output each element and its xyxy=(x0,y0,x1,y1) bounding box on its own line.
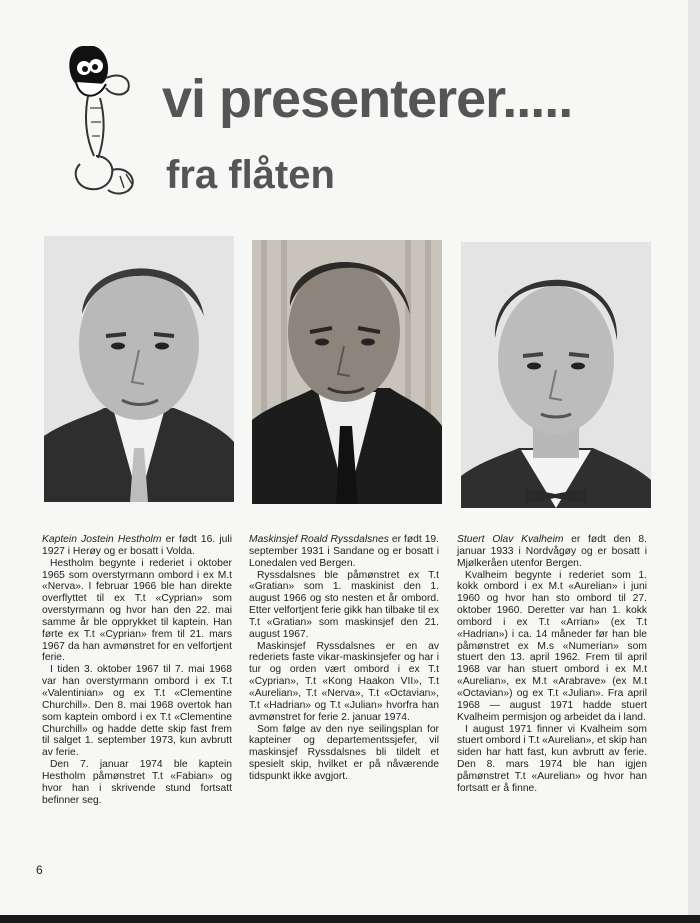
article-paragraph: Maskinsjef Ryssdalsnes er en av rederiets faste vikar-maskinsjefer og har i tur og orden vært ombord i ex T.t «Cyprian», T.t «Kong Haakon VII», T.t «Aurelian», T.t «Nerva», T.t «Octavian», T.t «Hadrian» og T.t «Julian» hvorfra han avmønstret for ferie 2. januar 1974. xyxy=(249,640,439,723)
article-paragraph: Maskinsjef Roald Ryssdalsnes er født 19. september 1931 i Sandane og er bosatt i Lonedalen ved Bergen. xyxy=(249,534,440,569)
page-title: vi presenterer..... xyxy=(162,69,573,129)
article-paragraph: Ryssdalsnes ble påmønstret ex T.t «Gratian» som 1. maskinist den 1. august 1966 og sto nesten et år ombord. Etter velfortjent ferie gikk han tilbake til ex T.t «Gratian» som maskinsjef den 21. august 1967. xyxy=(249,569,440,640)
person-name: Kaptein Jostein Hestholm xyxy=(42,534,162,545)
page-number: 6 xyxy=(36,863,43,877)
article-paragraph: Den 7. januar 1974 ble kaptein Hestholm påmønstret T.t «Fabian» og hvor han i skrivende stund fortsatt befinner seg. xyxy=(42,759,232,806)
cartoon-character-logo xyxy=(62,38,154,198)
article-paragraph: Som følge av den nye seilingsplan for kapteiner og departementssjefer, vil maskinsjef Ryssdalsnes bli tildelt et spesielt skip, hvilket er på nåværende tidspunkt ikke avgjort. xyxy=(249,723,439,782)
article-paragraph: I tiden 3. oktober 1967 til 7. mai 1968 var han overstyrmann ombord i ex T.t «Valentinian» og ex T.t «Clementine Churchill». Den 8. mai 1968 overtok han som kaptein ombord i ex T.t «Clementine Churchill» og hadde dette skip fast frem til salget 1. september 1973, kun avbrutt av ferie. xyxy=(42,664,232,759)
page-subtitle: fra flåten xyxy=(166,153,335,197)
article-paragraph: Kvalheim begynte i rederiet som 1. kokk ombord i ex M.t «Aurelian» i juni 1960 og hvor han sto ombord til 27. oktober 1960. Deretter var han 1. kokk ombord i ex T.t «Arrian» (ex T.t «Hadrian») i ca. 14 måneder før han ble påmønstret ex M.s «Numerian» som stuert den 13. april 1962. Frem til april 1968 var han stuert ombord i ex M.t «Aurelian», ex M.t «Arabrave» (ex M.t «Octavian») og ex T.t «Julian». Fra april 1968 — august 1971 hadde stuert Kvalheim permisjon og arbeidet da i land. xyxy=(457,569,647,723)
article-paragraph: Hestholm begynte i rederiet i oktober 1965 som overstyrmann ombord i ex M.t «Nerva». I februar 1966 ble han direkte overflyttet til ex T.t «Cyprian» som overstyrmann og hvor han den 22. mai samme år ble opprykket til kaptein. Han førte ex T.t «Cyprian» frem til 21. mars 1967 da han avmønstret for en velfortjent ferie. xyxy=(42,557,232,664)
portrait-photo xyxy=(461,242,651,508)
person-name: Stuert Olav Kvalheim xyxy=(457,534,564,545)
article-paragraph: I august 1971 finner vi Kvalheim som stuert ombord i T.t «Aurelian», et skip han siden har hatt fast, kun avbrutt av ferie. Den 8. mars 1974 ble han igjen påmønstret T.t «Aurelian» og hvor han fortsatt er å finne. xyxy=(457,723,647,794)
portrait-photo xyxy=(252,240,442,504)
article-column-ryssdalsnes xyxy=(249,534,439,783)
article-paragraph: Stuert Olav Kvalheim er født den 8. januar 1933 i Nordvågøy og er bosatt i Mjølkeråen utenfor Bergen. xyxy=(457,534,648,569)
person-name: Maskinsjef Roald Ryssdalsnes xyxy=(249,534,389,545)
page-edge xyxy=(688,0,700,923)
article-column-kvalheim xyxy=(457,534,647,795)
portrait-photo xyxy=(44,236,234,502)
article-column-hestholm xyxy=(42,534,232,806)
article-paragraph: Kaptein Jostein Hestholm er født 16. juli 1927 i Herøy og er bosatt i Volda. xyxy=(42,534,232,557)
page-bottom-edge xyxy=(0,915,700,923)
